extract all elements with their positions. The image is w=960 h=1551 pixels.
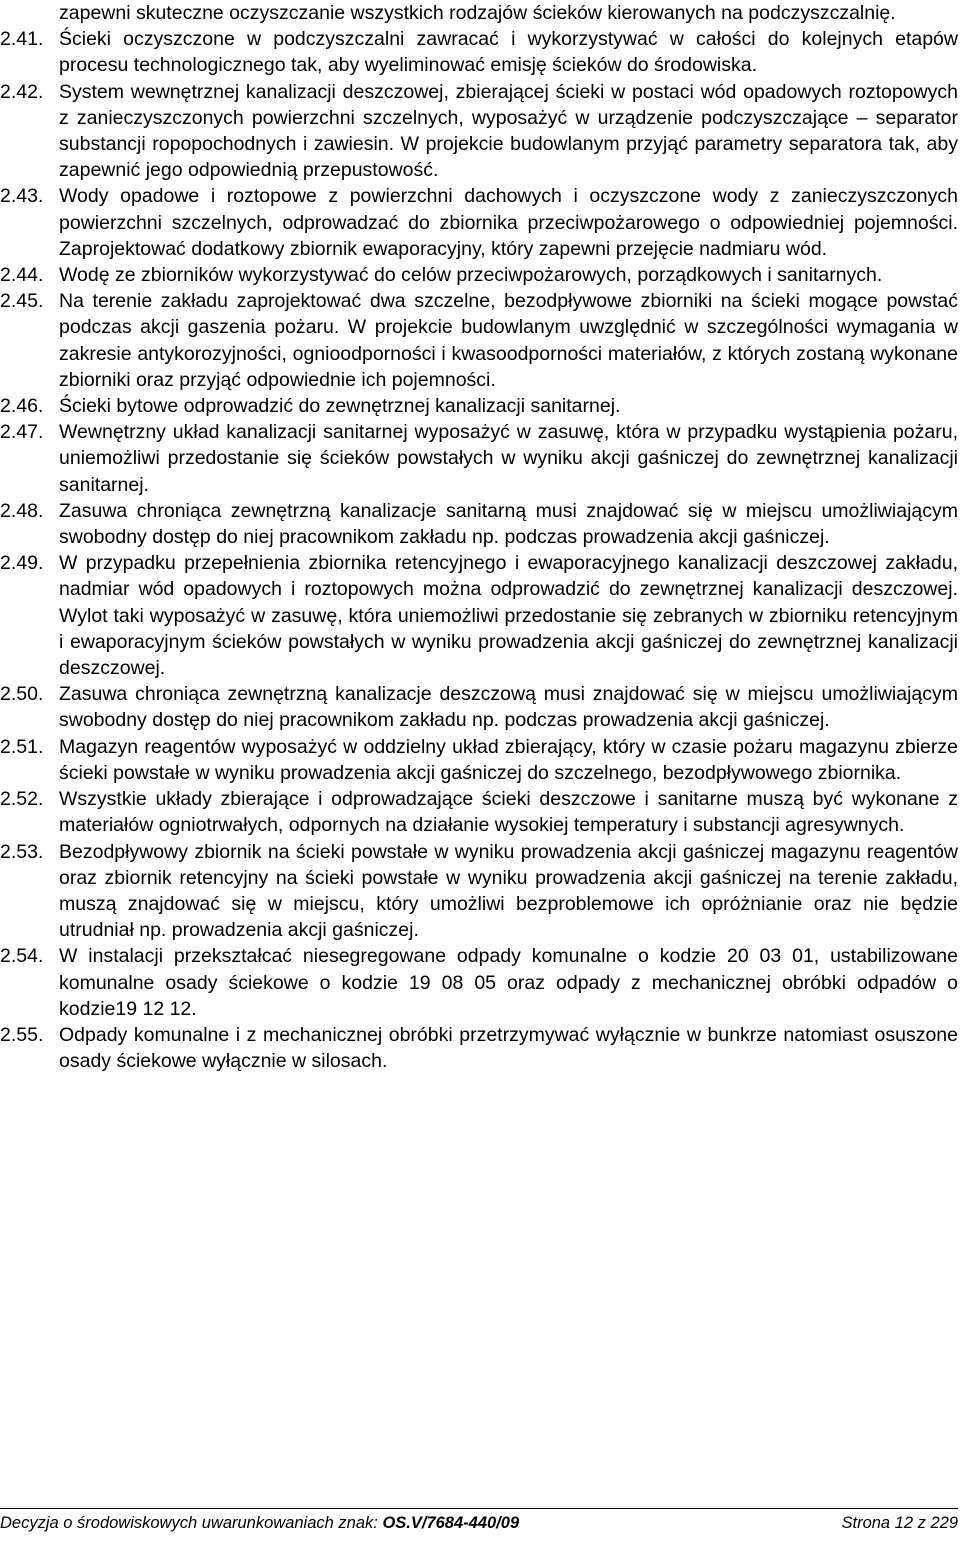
item-number: 2.41. xyxy=(0,28,44,51)
item-number: 2.43. xyxy=(0,185,44,208)
list-item xyxy=(0,262,960,288)
footer-decision xyxy=(0,1514,519,1533)
item-text: Wszystkie układy zbierające i odprowadzające ścieki deszczowe i sanitarne muszą być wykonane z materiałów ogniotrwałych, odpornych na działanie wysokiej temperatury i substancji agresywnych. xyxy=(59,788,958,837)
item-number: 2.49. xyxy=(0,552,44,575)
item-text: Magazyn reagentów wyposażyć w oddzielny układ zbierający, który w czasie pożaru magazynu zbierze ścieki powstałe w wyniku prowadzenia akcji gaśniczej do szczelnego, bezodpływowego zbiornika. xyxy=(59,735,958,784)
footer-code: OS.V/7684-440/09 xyxy=(382,1514,520,1532)
item-text: Wewnętrzny układ kanalizacji sanitarnej wyposażyć w zasuwę, która w przypadku wystąpienia pożaru, uniemożliwi przedostanie się ścieków powstałych w wyniku akcji gaśniczej do zewnętrznej kanalizacji sanitarnej. xyxy=(59,421,958,496)
item-number: 2.50. xyxy=(0,683,44,706)
item-text: System wewnętrznej kanalizacji deszczowej, zbierającej ścieki w postaci wód opadowych roztopowych z zanieczyszczonych powierzchni szczelnych, wyposażyć w urządzenie podczyszczające – separator substancji ropopochodnych i zawiesin. W projekcie budowlanym przyjąć parametry separatora tak, aby zapewnić jego odpowiednią przepustowość. xyxy=(59,80,958,182)
item-number: 2.47. xyxy=(0,421,44,444)
item-number: 2.55. xyxy=(0,1023,44,1046)
list-item xyxy=(0,393,960,419)
item-text: zapewni skuteczne oczyszczanie wszystkich rodzajów ścieków kierowanych na podczyszczalnię. xyxy=(59,2,896,24)
continuation-paragraph xyxy=(0,0,960,26)
list-item xyxy=(0,943,960,1022)
list-item xyxy=(0,681,960,733)
item-text: W przypadku przepełnienia zbiornika retencyjnego i ewaporacyjnego kanalizacji deszczowej zakładu, nadmiar wód opadowych i roztopowych można odprowadzić do zewnętrznej kanalizacji deszczowej. Wylot taki wyposażyć w zasuwę, która uniemożliwi przedostanie się zebranych w zbiorniku retencyjnym i ewaporacyjnym ścieków powstałych w wyniku prowadzenia akcji gaśniczej do zewnętrznej kanalizacji deszczowej. xyxy=(59,552,958,680)
item-number: 2.52. xyxy=(0,788,44,811)
list-item xyxy=(0,839,960,944)
item-number: 2.51. xyxy=(0,735,44,758)
item-text: W instalacji przekształcać niesegregowane odpady komunalne o kodzie 20 03 01, ustabilizowane komunalne osady ściekowe o kodzie 19 08 05 oraz odpady z mechanicznej obróbki odpadów o kodzie19 12 12. xyxy=(59,945,958,1020)
item-number: 2.45. xyxy=(0,290,44,313)
item-text: Odpady komunalne i z mechanicznej obróbki przetrzymywać wyłącznie w bunkrze natomiast osuszone osady ściekowe wyłącznie w silosach. xyxy=(59,1023,958,1073)
list-item xyxy=(0,419,960,498)
item-text: Ścieki oczyszczone w podczyszczalni zawracać i wykorzystywać w całości do kolejnych etapów procesu technologicznego tak, aby wyeliminować emisję ścieków do środowiska. xyxy=(59,28,958,77)
list-item xyxy=(0,1022,960,1074)
list-item xyxy=(0,786,960,838)
item-text: Wodę ze zbiorników wykorzystywać do celów przeciwpożarowych, porządkowych i sanitarnych. xyxy=(59,264,883,287)
item-text: Wody opadowe i roztopowe z powierzchni dachowych i oczyszczone wody z zanieczyszczonych powierzchni szczelnych, odprowadzać do zbiornika przeciwpożarowego o odpowiedniej pojemności. Zaprojektować dodatkowy zbiornik ewaporacyjny, który zapewni przejęcie nadmiaru wód. xyxy=(59,185,958,260)
page-number: Strona 12 z 229 xyxy=(841,1514,958,1532)
list-item xyxy=(0,26,960,78)
item-text: Zasuwa chroniąca zewnętrzną kanalizacje sanitarną musi znajdować się w miejscu umożliwiającym swobodny dostęp do niej pracownikom zakładu np. podczas prowadzenia akcji gaśniczej. xyxy=(59,499,958,549)
list-item xyxy=(0,550,960,681)
item-text: Bezodpływowy zbiornik na ścieki powstałe w wyniku prowadzenia akcji gaśniczej magazynu reagentów oraz zbiornik retencyjny na ścieki powstałe w wyniku prowadzenia akcji gaśniczej na terenie zakładu, muszą znajdować się w miejscu, który umożliwi bezproblemowe ich opróżnianie oraz nie będzie utrudniał np. prowadzenia akcji gaśniczej. xyxy=(59,840,958,942)
item-number: 2.46. xyxy=(0,395,44,418)
list-item xyxy=(0,183,960,262)
list-item xyxy=(0,734,960,786)
list-item xyxy=(0,498,960,550)
item-number: 2.48. xyxy=(0,499,44,522)
footer-prefix: Decyzja o środowiskowych uwarunkowaniach znak: xyxy=(0,1514,383,1532)
item-number: 2.44. xyxy=(0,264,44,287)
item-number: 2.54. xyxy=(0,945,44,968)
list-item xyxy=(0,288,960,393)
list-item xyxy=(0,79,960,184)
page-footer xyxy=(0,1508,958,1533)
item-number: 2.42. xyxy=(0,80,44,103)
item-number: 2.53. xyxy=(0,840,44,863)
item-text: Zasuwa chroniąca zewnętrzną kanalizacje deszczową musi znajdować się w miejscu umożliwiającym swobodny dostęp do niej pracownikom zakładu np. podczas prowadzenia akcji gaśniczej. xyxy=(59,683,958,732)
item-text: Na terenie zakładu zaprojektować dwa szczelne, bezodpływowe zbiorniki na ścieki mogące powstać podczas akcji gaszenia pożaru. W projekcie budowlanym uwzględnić w szczególności wymagania w zakresie antykorozyjności, ognioodporności i kwasoodporności materiałów, z których zostaną wykonane zbiorniki oraz przyjąć odpowiednie ich pojemności. xyxy=(59,290,958,391)
item-text: Ścieki bytowe odprowadzić do zewnętrznej kanalizacji sanitarnej. xyxy=(59,395,621,418)
